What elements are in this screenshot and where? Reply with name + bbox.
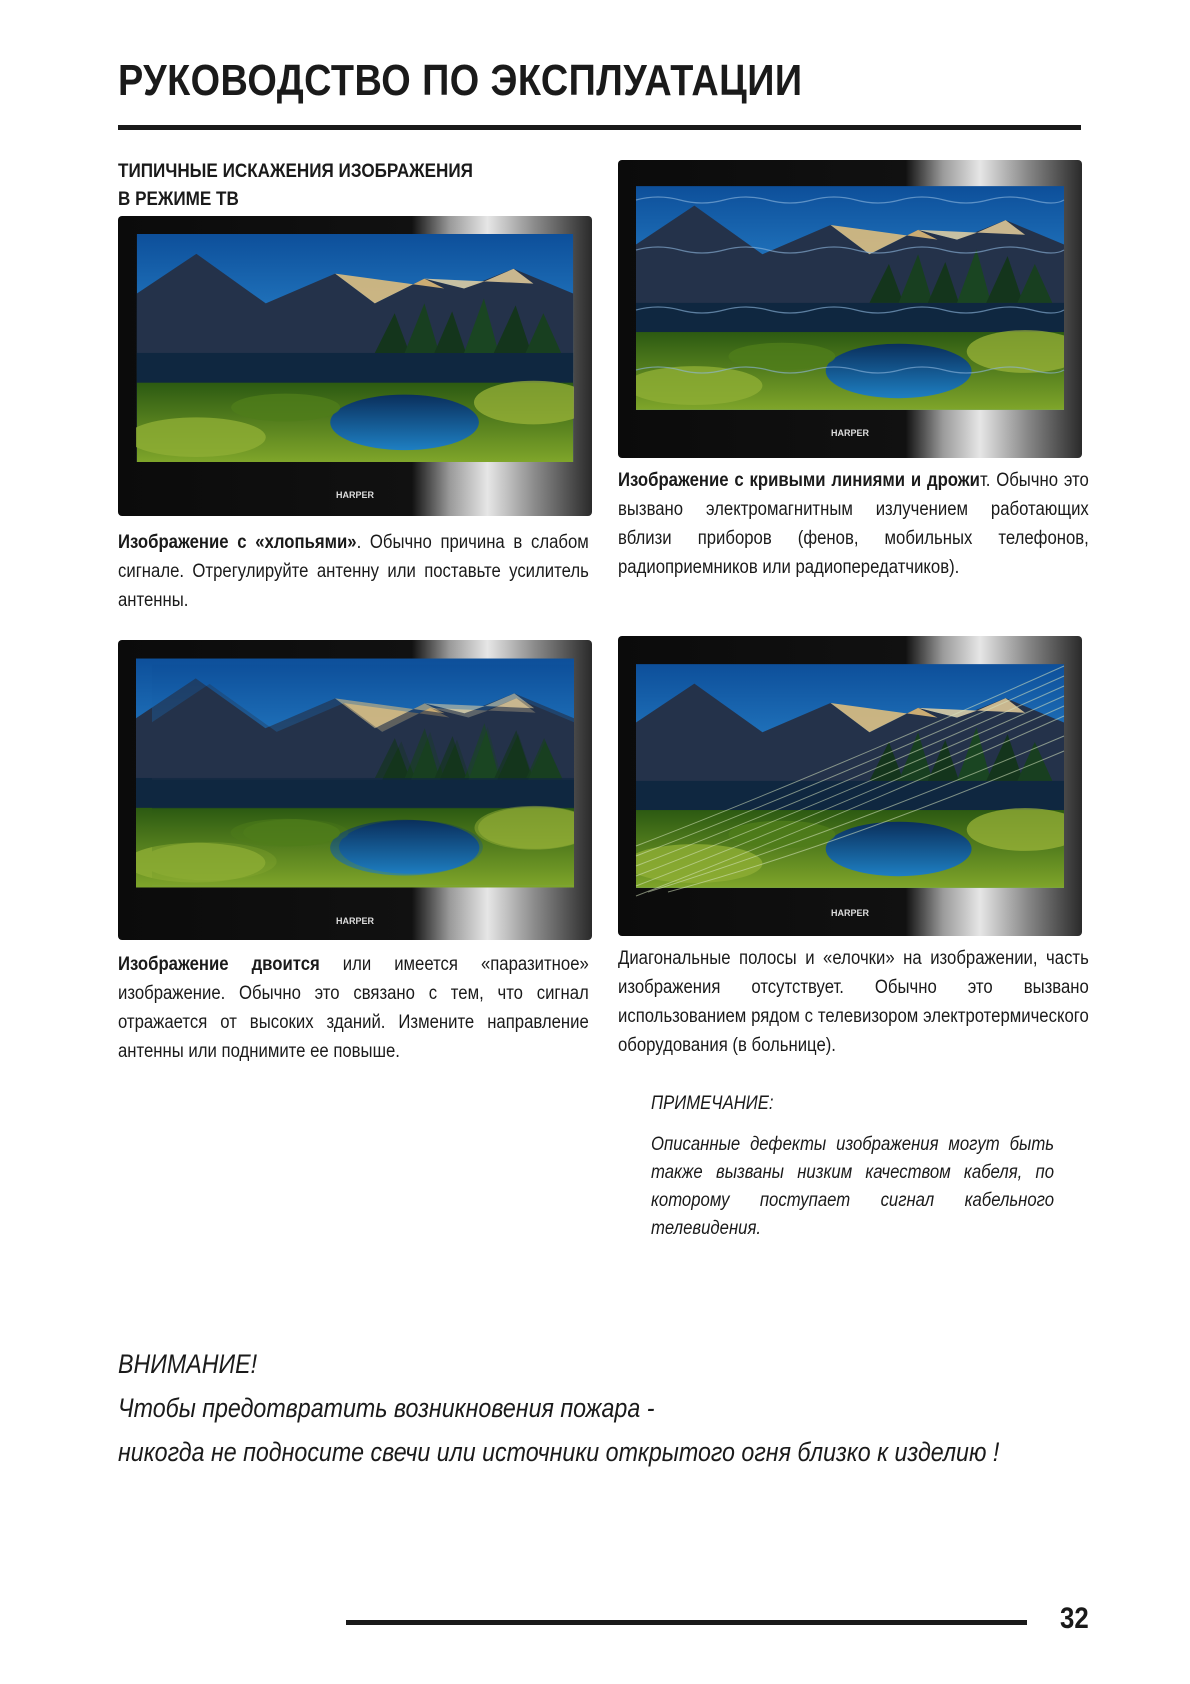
tv-brand-label: HARPER (830, 428, 870, 438)
note-label: ПРИМЕЧАНИЕ: (651, 1093, 774, 1114)
caption-snow (118, 528, 589, 615)
page-number: 32 (1060, 1602, 1089, 1635)
caption-wavy-bold: Изображение с кривыми линиями и дрожи (618, 470, 980, 491)
caption-snow-text: . Обычно причина в слабом сигнале. Отрегулируйте антенну или поставьте усилитель антенны. (118, 532, 589, 611)
caption-diagonal-text: Диагональные полосы и «елочки» на изображении, часть изображения отсутствует. Обычно это вызвано использованием рядом с телевизором электротермического оборудования (в больнице). (618, 948, 1089, 1056)
footer-divider (346, 1620, 1027, 1625)
caption-wavy-text: т. Обычно это вызвано электромагнитным излучением работающих вблизи приборов (фенов, мобильных телефонов, радиоприемников или радиопередатчиков). (618, 470, 1089, 578)
tv-image-snow (118, 216, 592, 516)
warning-line2: никогда не подносите свечи или источники открытого огня близко к изделию ! (118, 1437, 1000, 1467)
tv-image-diagonal (618, 636, 1082, 936)
tv-brand-label: HARPER (335, 490, 375, 500)
title-divider (118, 125, 1081, 130)
tv-brand-label: HARPER (830, 908, 870, 918)
tv-image-wavy (618, 160, 1082, 458)
warning-line1: Чтобы предотвратить возникновения пожара - (118, 1393, 655, 1423)
section-heading-line1: ТИПИЧНЫЕ ИСКАЖЕНИЯ ИЗОБРАЖЕНИЯ (118, 161, 473, 182)
caption-ghost-bold: Изображение двоится (118, 954, 320, 975)
caption-snow-bold: Изображение с «хлопьями» (118, 532, 357, 553)
caption-ghost (118, 950, 589, 1066)
caption-diagonal (618, 944, 1089, 1060)
tv-brand-label: HARPER (335, 916, 375, 926)
section-heading (118, 158, 473, 214)
note-text: Описанные дефекты изображения могут быть также вызваны низким качеством кабеля, по которому поступает сигнал кабельного телевидения. (651, 1134, 1055, 1239)
warning-heading: ВНИМАНИЕ! (118, 1349, 258, 1379)
caption-ghost-text: или имеется «паразитное» изображение. Обычно это связано с тем, что сигнал отражается от высоких зданий. Измените направление антенны или поднимите ее повыше. (118, 954, 589, 1062)
tv-image-ghost (118, 640, 592, 940)
page-title: РУКОВОДСТВО ПО ЭКСПЛУАТАЦИИ (118, 56, 803, 105)
caption-wavy (618, 466, 1089, 582)
section-heading-line2: В РЕЖИМЕ ТВ (118, 189, 239, 210)
